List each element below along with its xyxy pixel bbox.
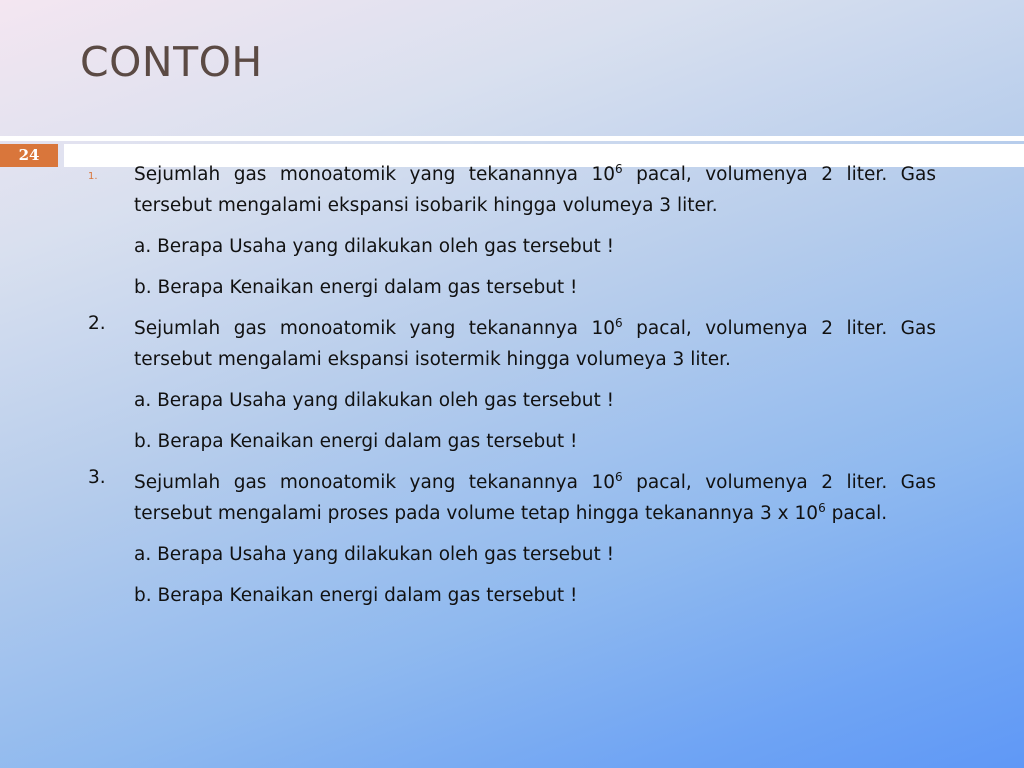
sub-question-b: b. Berapa Kenaikan energi dalam gas tersebut ! — [134, 585, 578, 606]
sub-question-b: b. Berapa Kenaikan energi dalam gas tersebut ! — [134, 277, 578, 298]
list-item — [0, 313, 1024, 457]
list-item — [0, 159, 1024, 303]
sub-question-b: b. Berapa Kenaikan energi dalam gas tersebut ! — [134, 431, 578, 452]
slide-title: CONTOH — [80, 38, 263, 86]
item-number: 3. — [88, 467, 106, 488]
slide-number-badge: 24 — [0, 144, 58, 167]
question-text: Sejumlah gas monoatomik yang tekanannya $10^6$ pacal, volumenya 2 liter. Gas tersebut mengalami proses pada volume tetap hingga tekanannya 3 x $10^6$ pacal. — [134, 470, 936, 524]
list-item — [0, 467, 1024, 611]
title-divider — [0, 136, 1024, 141]
question-text: Sejumlah gas monoatomik yang tekanannya $10^6$ pacal, volumenya 2 liter. Gas tersebut mengalami ekspansi isobarik hingga volumeya 3 liter. — [134, 162, 936, 216]
item-number: 1. — [88, 171, 98, 182]
question-text: Sejumlah gas monoatomik yang tekanannya $10^6$ pacal, volumenya 2 liter. Gas tersebut mengalami ekspansi isotermik hingga volumeya 3 liter. — [134, 316, 936, 370]
sub-question-a: a. Berapa Usaha yang dilakukan oleh gas tersebut ! — [134, 390, 615, 411]
sub-question-a: a. Berapa Usaha yang dilakukan oleh gas tersebut ! — [134, 236, 615, 257]
slide-body — [0, 159, 1024, 611]
item-number: 2. — [88, 313, 106, 334]
sub-question-a: a. Berapa Usaha yang dilakukan oleh gas tersebut ! — [134, 544, 615, 565]
